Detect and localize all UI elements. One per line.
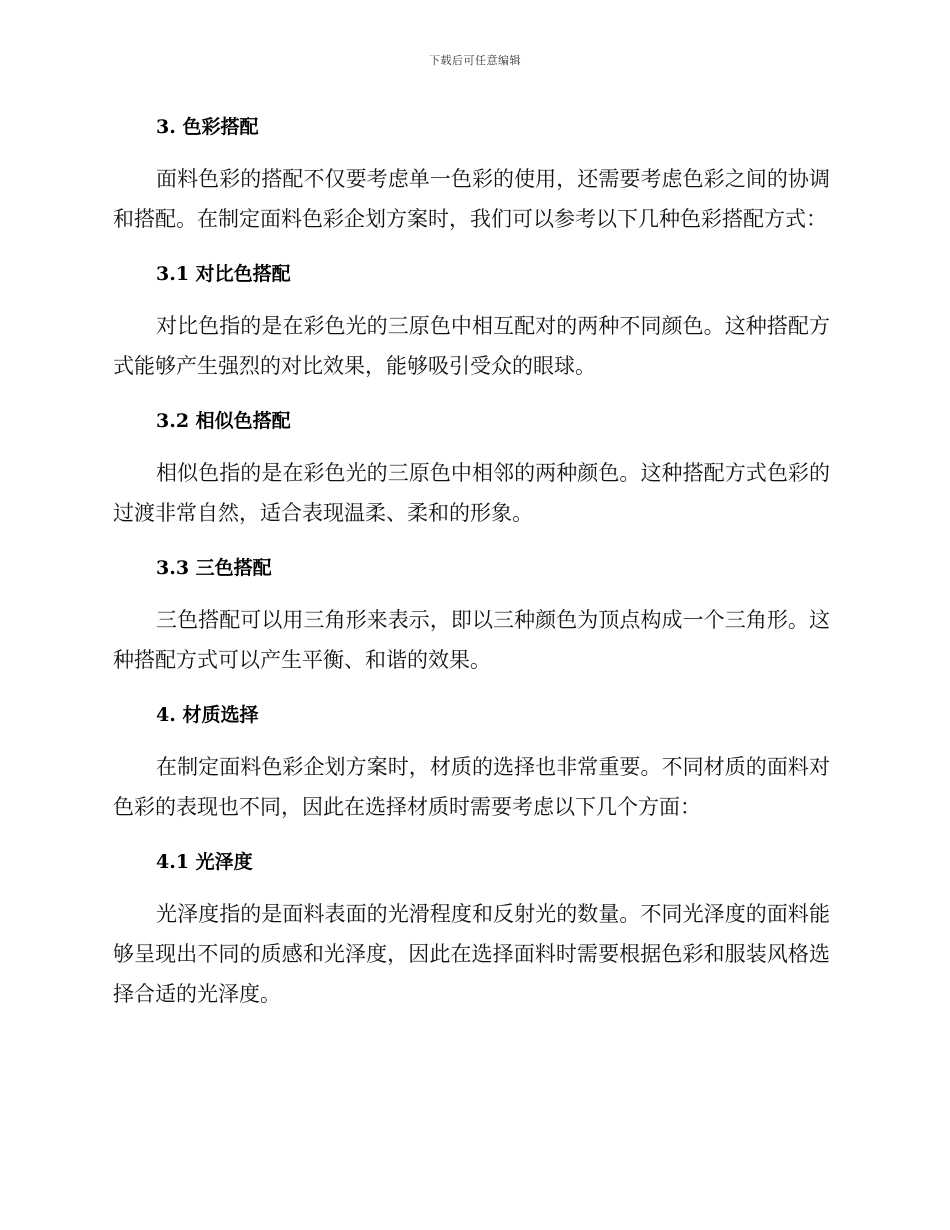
paragraph-3: 面料色彩的搭配不仅要考虑单一色彩的使用，还需要考虑色彩之间的协调和搭配。在制定面料色彩企划方案时，我们可以参考以下几种色彩搭配方式： <box>113 167 830 231</box>
paragraph-3-2: 相似色指的是在彩色光的三原色中相邻的两种颜色。这种搭配方式色彩的过渡非常自然，适合表现温柔、柔和的形象。 <box>113 461 830 525</box>
paragraph-4-1: 光泽度指的是面料表面的光滑程度和反射光的数量。不同光泽度的面料能够呈现出不同的质感和光泽度，因此在选择面料时需要根据色彩和服装风格选择合适的光泽度。 <box>113 902 830 1006</box>
document-body <box>113 110 830 1014</box>
header-note: 下载后可任意编辑 <box>429 54 521 67</box>
section-heading-3-3: 3.3 三色搭配 <box>156 557 272 579</box>
section-heading-3-2: 3.2 相似色搭配 <box>156 410 291 432</box>
section-heading-3: 3. 色彩搭配 <box>156 116 259 138</box>
paragraph-3-1: 对比色指的是在彩色光的三原色中相互配对的两种不同颜色。这种搭配方式能够产生强烈的对比效果，能够吸引受众的眼球。 <box>113 314 830 378</box>
section-heading-4-1: 4.1 光泽度 <box>156 851 253 873</box>
section-heading-4: 4. 材质选择 <box>156 704 259 726</box>
section-heading-3-1: 3.1 对比色搭配 <box>156 263 291 285</box>
paragraph-4: 在制定面料色彩企划方案时，材质的选择也非常重要。不同材质的面料对色彩的表现也不同，因此在选择材质时需要考虑以下几个方面： <box>113 755 830 819</box>
paragraph-3-3: 三色搭配可以用三角形来表示，即以三种颜色为顶点构成一个三角形。这种搭配方式可以产生平衡、和谐的效果。 <box>113 608 830 672</box>
